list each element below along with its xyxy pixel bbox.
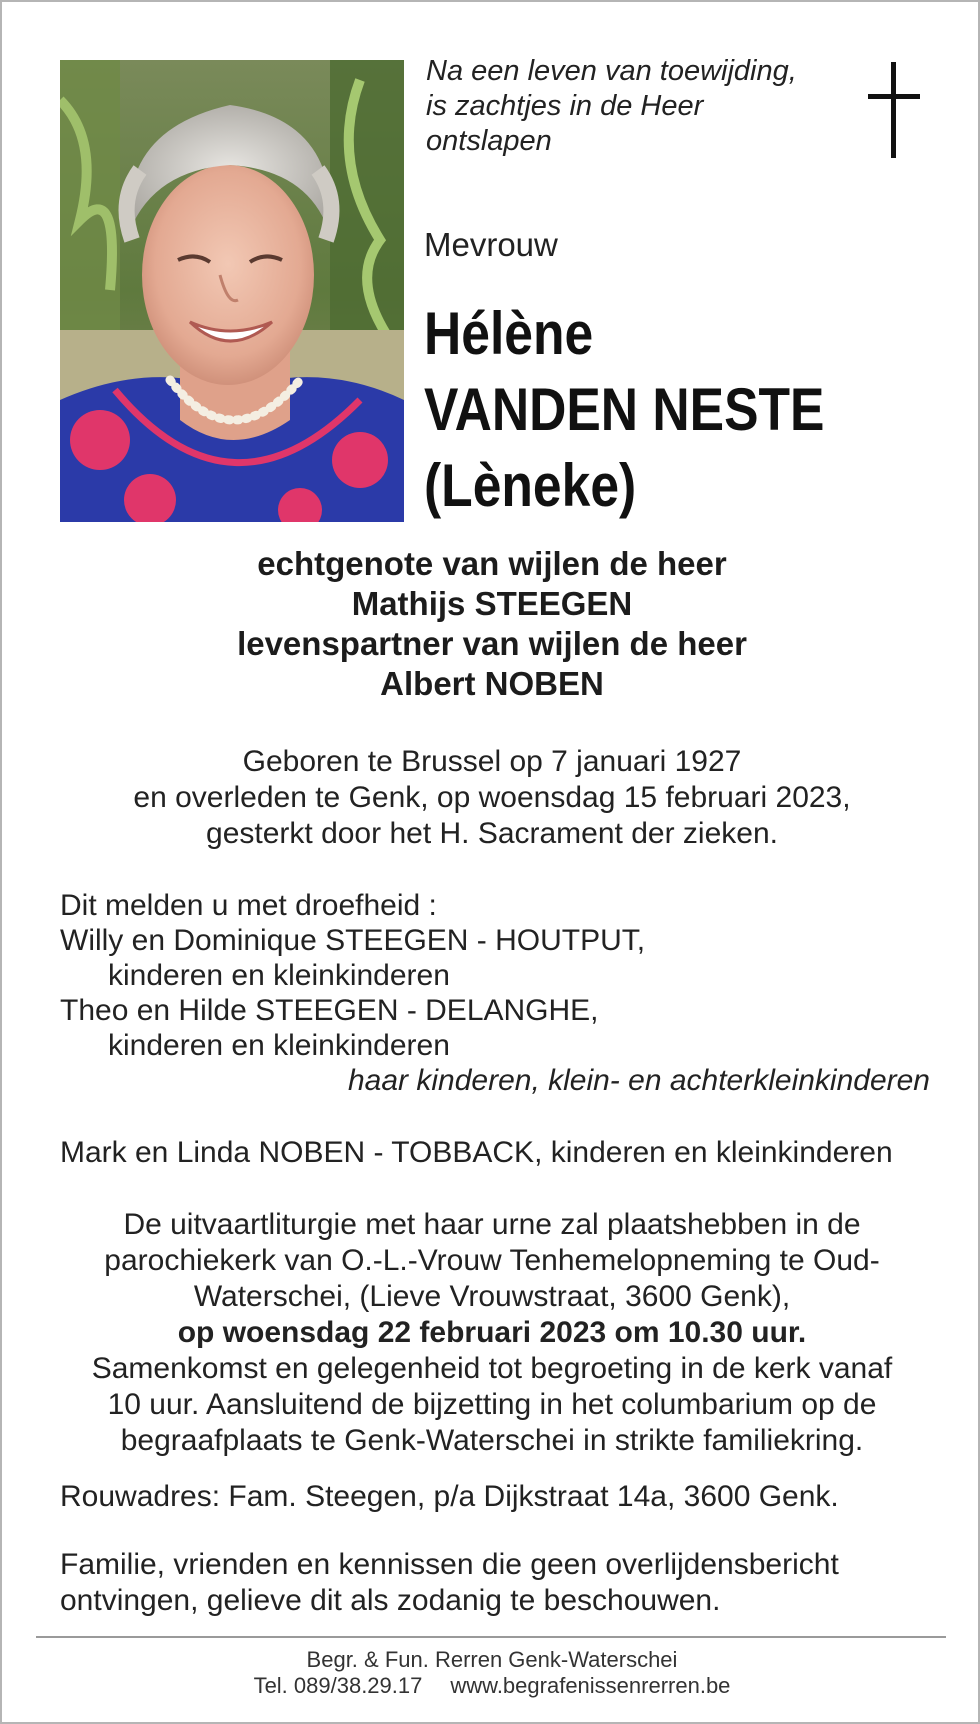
funeral-line: De uitvaartliturgie met haar urne zal plaatshebben in de [123,1208,861,1241]
intro-line: Na een leven van toewijding, [426,55,797,87]
closing-note [60,1547,940,1619]
death-line: en overleden te Genk, op woensdag 15 februari 2023, [133,781,851,814]
spacer [60,1098,930,1135]
divider [36,1636,946,1638]
title-word: Mevrouw [424,226,558,263]
life-dates [42,744,942,852]
closing-line: Familie, vrienden en kennissen die geen overlijdensbericht [60,1548,839,1581]
family-line: Theo en Hilde STEEGEN - DELANGHE, [60,994,599,1027]
portrait-photo [60,60,404,522]
relation-line: levenspartner van wijlen de heer [237,625,747,662]
mourning-address: Rouwadres: Fam. Steegen, p/a Dijkstraat 14a, 3600 Genk. [60,1480,839,1513]
funeral-datetime: op woensdag 22 februari 2023 om 10.30 uur. [177,1316,807,1349]
family-line: Mark en Linda NOBEN - TOBBACK, kinderen en kleinkinderen [60,1136,893,1169]
last-name: VANDEN NESTE [424,376,825,443]
contact-line [42,1673,942,1699]
birth-line: Geboren te Brussel op 7 januari 1927 [242,745,742,778]
family-summary: haar kinderen, klein- en achterkleinkinderen [347,1064,930,1097]
family-sub-line: kinderen en kleinkinderen [108,1029,450,1062]
funeral-line: Waterschei, (Lieve Vrouwstraat, 3600 Genk), [193,1280,791,1313]
funeral-line: parochiekerk van O.-L.-Vrouw Tenhemelopneming te Oud- [104,1244,880,1277]
funeral-details [42,1207,942,1459]
footer [42,1647,942,1699]
website-link: www.begrafenissenrerren.be [450,1673,731,1698]
relation-line: Mathijs STEEGEN [351,585,633,622]
intro-line: is zachtjes in de Heer [426,90,704,122]
phone-number: Tel. 089/38.29.17 [253,1673,423,1698]
relations [42,544,942,704]
relation-line: echtgenote van wijlen de heer [257,545,727,582]
deceased-name [424,296,888,524]
family-sub-line: kinderen en kleinkinderen [108,959,450,992]
closing-line: ontvingen, gelieve dit als zodanig te beschouwen. [60,1584,721,1617]
funeral-line: Samenkomst en gelegenheid tot begroeting in de kerk vanaf [91,1352,893,1385]
mourners-list [60,888,930,1170]
funeral-line: begraafplaats te Genk-Waterschei in strikte familiekring. [120,1424,864,1457]
intro-line: ontslapen [426,125,552,157]
cross-icon [864,60,924,160]
first-name: Hélène [424,300,594,367]
funeral-company: Begr. & Fun. Rerren Genk-Waterschei [306,1647,678,1672]
mourners-intro: Dit melden u met droefheid : [60,889,437,922]
nickname: (Lèneke) [424,452,637,519]
family-line: Willy en Dominique STEEGEN - HOUTPUT, [60,924,646,957]
sacrament-line: gesterkt door het H. Sacrament der zieken. [206,817,778,850]
relation-line: Albert NOBEN [380,665,604,702]
intro-text [426,54,846,159]
funeral-line: 10 uur. Aansluitend de bijzetting in het columbarium op de [107,1388,877,1421]
